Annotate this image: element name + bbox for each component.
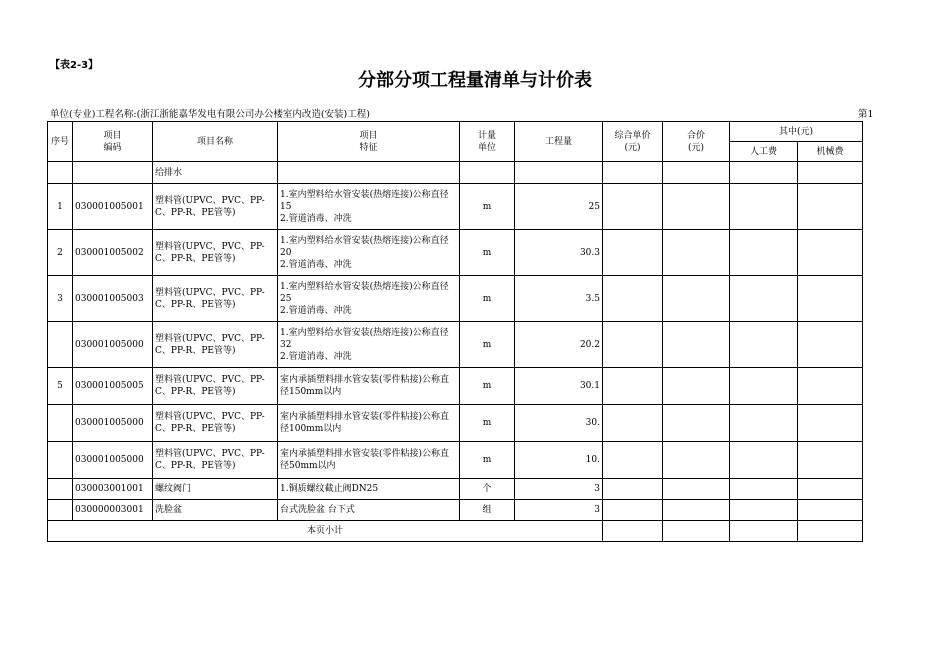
row-empty-cell xyxy=(730,184,798,230)
row-name: 螺纹阀门 xyxy=(153,479,278,500)
row-seq xyxy=(48,405,73,442)
row-feature: 1.室内塑料给水管安装(热熔连接)公称直径20 2.管道消毒、冲洗 xyxy=(278,230,460,276)
row-code: 030000003001 xyxy=(73,500,153,521)
bill-of-quantities-table xyxy=(47,121,863,542)
row-code: 030003001001 xyxy=(73,479,153,500)
row-empty-cell xyxy=(603,442,663,479)
row-code: 030001005003 xyxy=(73,276,153,322)
header-feature: 项目 特征 xyxy=(278,122,460,162)
row-empty-cell xyxy=(798,276,863,322)
row-name: 塑料管(UPVC、PVC、PP-C、PP-R、PE管等) xyxy=(153,230,278,276)
row-empty-cell xyxy=(730,368,798,405)
row-empty-cell xyxy=(663,184,730,230)
row-empty-cell xyxy=(663,368,730,405)
row-qty: 3.5 xyxy=(515,276,603,322)
row-unit: m xyxy=(460,184,515,230)
row-seq: 5 xyxy=(48,368,73,405)
row-unit: 个 xyxy=(460,479,515,500)
row-empty-cell xyxy=(798,230,863,276)
row-qty: 10. xyxy=(515,442,603,479)
table-row xyxy=(48,405,863,442)
row-unit: 组 xyxy=(460,500,515,521)
header-unit-price: 综合单价 (元) xyxy=(603,122,663,162)
row-empty-cell xyxy=(730,230,798,276)
table-row xyxy=(48,322,863,368)
row-feature: 室内承插塑料排水管安装(零件粘接)公称直径50mm以内 xyxy=(278,442,460,479)
row-empty-cell xyxy=(798,405,863,442)
row-empty-cell xyxy=(663,479,730,500)
table-tag: 【表2-3】 xyxy=(50,60,99,71)
row-unit: m xyxy=(460,322,515,368)
row-qty: 3 xyxy=(515,500,603,521)
row-seq: 3 xyxy=(48,276,73,322)
row-name: 塑料管(UPVC、PVC、PP-C、PP-R、PE管等) xyxy=(153,442,278,479)
row-empty-cell xyxy=(603,230,663,276)
row-empty-cell xyxy=(663,230,730,276)
row-empty-cell xyxy=(798,500,863,521)
row-name: 塑料管(UPVC、PVC、PP-C、PP-R、PE管等) xyxy=(153,405,278,442)
row-empty-cell xyxy=(730,479,798,500)
row-name: 塑料管(UPVC、PVC、PP-C、PP-R、PE管等) xyxy=(153,322,278,368)
row-seq xyxy=(48,322,73,368)
header-qty: 工程量 xyxy=(515,122,603,162)
row-empty-cell xyxy=(798,368,863,405)
row-empty-cell xyxy=(730,500,798,521)
row-qty: 20.2 xyxy=(515,322,603,368)
row-qty: 25 xyxy=(515,184,603,230)
row-empty-cell xyxy=(798,442,863,479)
row-code: 030001005001 xyxy=(73,184,153,230)
row-empty-cell xyxy=(603,276,663,322)
row-code: 030001005005 xyxy=(73,368,153,405)
row-empty-cell xyxy=(663,322,730,368)
row-empty-cell xyxy=(663,405,730,442)
unit-project-name: 单位(专业)工程名称:(浙江浙能嘉华发电有限公司办公楼室内改造(安装)工程) xyxy=(50,109,370,120)
row-qty: 30.1 xyxy=(515,368,603,405)
group-name: 给排水 xyxy=(153,162,278,184)
row-empty-cell xyxy=(798,479,863,500)
row-empty-cell xyxy=(730,442,798,479)
row-unit: m xyxy=(460,442,515,479)
row-seq xyxy=(48,500,73,521)
table-row xyxy=(48,230,863,276)
group-row xyxy=(48,162,863,184)
row-empty-cell xyxy=(730,322,798,368)
page-number: 第1 xyxy=(858,109,874,120)
row-unit: m xyxy=(460,276,515,322)
row-qty: 30. xyxy=(515,405,603,442)
page-title: 分部分项工程量清单与计价表 xyxy=(358,70,592,91)
row-feature: 室内承插塑料排水管安装(零件粘接)公称直径100mm以内 xyxy=(278,405,460,442)
header-unit: 计量 单位 xyxy=(460,122,515,162)
row-seq: 1 xyxy=(48,184,73,230)
row-empty-cell xyxy=(603,184,663,230)
row-feature: 1.铜质螺纹截止阀DN25 xyxy=(278,479,460,500)
row-feature: 台式洗脸盆 台下式 xyxy=(278,500,460,521)
row-feature: 1.室内塑料给水管安装(热熔连接)公称直径32 2.管道消毒、冲洗 xyxy=(278,322,460,368)
row-unit: m xyxy=(460,368,515,405)
row-empty-cell xyxy=(663,442,730,479)
row-empty-cell xyxy=(798,322,863,368)
subtotal-row xyxy=(48,521,863,542)
row-qty: 3 xyxy=(515,479,603,500)
row-empty-cell xyxy=(730,276,798,322)
row-empty-cell xyxy=(603,368,663,405)
row-empty-cell xyxy=(603,405,663,442)
table-row xyxy=(48,368,863,405)
row-code: 030001005002 xyxy=(73,230,153,276)
row-empty-cell xyxy=(663,276,730,322)
header-name: 项目名称 xyxy=(153,122,278,162)
row-empty-cell xyxy=(663,500,730,521)
row-feature: 1.室内塑料给水管安装(热熔连接)公称直径25 2.管道消毒、冲洗 xyxy=(278,276,460,322)
header-of-which: 其中(元) xyxy=(730,122,863,142)
row-empty-cell xyxy=(730,405,798,442)
subtotal-label: 本页小计 xyxy=(48,521,603,542)
header-code: 项目 编码 xyxy=(73,122,153,162)
header-seq: 序号 xyxy=(48,122,73,162)
table-row xyxy=(48,184,863,230)
header-row-1 xyxy=(48,122,863,142)
row-seq xyxy=(48,442,73,479)
table-row xyxy=(48,479,863,500)
row-name: 塑料管(UPVC、PVC、PP-C、PP-R、PE管等) xyxy=(153,368,278,405)
row-name: 洗脸盆 xyxy=(153,500,278,521)
row-unit: m xyxy=(460,405,515,442)
table-row xyxy=(48,276,863,322)
row-code: 030001005000 xyxy=(73,442,153,479)
row-seq xyxy=(48,479,73,500)
row-empty-cell xyxy=(603,322,663,368)
header-labor: 人工费 xyxy=(730,142,798,162)
row-empty-cell xyxy=(603,500,663,521)
header-machine: 机械费 xyxy=(798,142,863,162)
row-empty-cell xyxy=(798,184,863,230)
row-code: 030001005000 xyxy=(73,322,153,368)
row-name: 塑料管(UPVC、PVC、PP-C、PP-R、PE管等) xyxy=(153,276,278,322)
row-feature: 1.室内塑料给水管安装(热熔连接)公称直径15 2.管道消毒、冲洗 xyxy=(278,184,460,230)
row-unit: m xyxy=(460,230,515,276)
row-qty: 30.3 xyxy=(515,230,603,276)
row-code: 030001005000 xyxy=(73,405,153,442)
row-feature: 室内承插塑料排水管安装(零件粘接)公称直径150mm以内 xyxy=(278,368,460,405)
row-name: 塑料管(UPVC、PVC、PP-C、PP-R、PE管等) xyxy=(153,184,278,230)
header-total: 合价 (元) xyxy=(663,122,730,162)
table-row xyxy=(48,500,863,521)
row-seq: 2 xyxy=(48,230,73,276)
table-row xyxy=(48,442,863,479)
row-empty-cell xyxy=(603,479,663,500)
